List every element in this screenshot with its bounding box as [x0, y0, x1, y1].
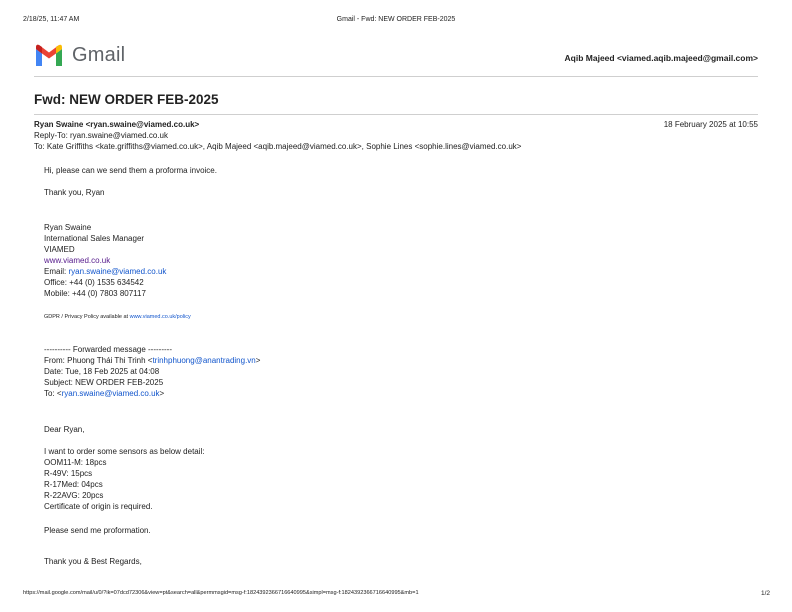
print-url: https://mail.google.com/mail/u/0/?ik=07dcd72306&view=pt&search=all&permmsgid=msg-f:1824392366716640995&simpl=msg-f:1824392366716640995&mb=1	[23, 590, 419, 596]
closing: Thank you & Best Regards,	[44, 557, 142, 566]
reply-to: Reply-To: ryan.swaine@viamed.co.uk	[34, 131, 168, 140]
gdpr-notice: GDPR / Privacy Policy available at www.viamed.co.uk/policy	[44, 314, 191, 320]
recipient-email-link[interactable]: ryan.swaine@viamed.co.uk	[61, 389, 160, 398]
greeting: Hi, please can we send them a proforma invoice.	[44, 166, 217, 175]
recipients: To: Kate Griffiths <kate.griffiths@viamed.co.uk>, Aqib Majeed <aqib.majeed@viamed.co.uk>, Sophie Lines <sophie.lines@viamed.co.uk>	[34, 142, 522, 151]
forwarded-to: To: <ryan.swaine@viamed.co.uk>	[44, 389, 165, 398]
policy-link[interactable]: www.viamed.co.uk/policy	[129, 314, 191, 320]
request-note: Please send me proformation.	[44, 526, 151, 535]
order-item: OOM11-M: 18pcs	[44, 458, 107, 467]
order-item: R-49V: 15pcs	[44, 469, 93, 478]
email-subject: Fwd: NEW ORDER FEB-2025	[34, 92, 219, 107]
order-item: R-22AVG: 20pcs	[44, 491, 104, 500]
forwarded-divider: ---------- Forwarded message ---------	[44, 345, 172, 354]
email-link[interactable]: ryan.swaine@viamed.co.uk	[68, 267, 167, 276]
signature-title: International Sales Manager	[44, 234, 145, 243]
forwarded-date: Date: Tue, 18 Feb 2025 at 04:08	[44, 367, 160, 376]
certificate-note: Certificate of origin is required.	[44, 502, 153, 511]
sender: Ryan Swaine <ryan.swaine@viamed.co.uk>	[34, 120, 200, 129]
thanks: Thank you, Ryan	[44, 188, 105, 197]
signature-email: Email: ryan.swaine@viamed.co.uk	[44, 267, 167, 276]
page-number: 1/2	[760, 590, 770, 597]
signature-mobile: Mobile: +44 (0) 7803 807117	[44, 289, 146, 298]
signature-company: VIAMED	[44, 245, 75, 254]
gmail-logo-icon	[34, 44, 64, 68]
divider	[34, 76, 758, 77]
signature-office: Office: +44 (0) 1535 634542	[44, 278, 144, 287]
sender-email-link[interactable]: trinhphuong@anantrading.vn	[152, 356, 256, 365]
signature-name: Ryan Swaine	[44, 223, 92, 232]
divider	[34, 114, 758, 115]
message-date: 18 February 2025 at 10:55	[663, 120, 758, 129]
account-email: Aqib Majeed <viamed.aqib.majeed@gmail.com>	[564, 53, 758, 63]
salutation: Dear Ryan,	[44, 425, 85, 434]
print-title: Gmail - Fwd: NEW ORDER FEB-2025	[336, 16, 456, 23]
website-link[interactable]: www.viamed.co.uk	[44, 256, 111, 265]
order-intro: I want to order some sensors as below detail:	[44, 447, 205, 456]
forwarded-from: From: Phuong Thái Thi Trinh <trinhphuong@anantrading.vn>	[44, 356, 261, 365]
gmail-wordmark: Gmail	[72, 44, 126, 66]
forwarded-subject: Subject: NEW ORDER FEB-2025	[44, 378, 164, 387]
order-item: R-17Med: 04pcs	[44, 480, 103, 489]
print-datetime: 2/18/25, 11:47 AM	[23, 16, 80, 23]
